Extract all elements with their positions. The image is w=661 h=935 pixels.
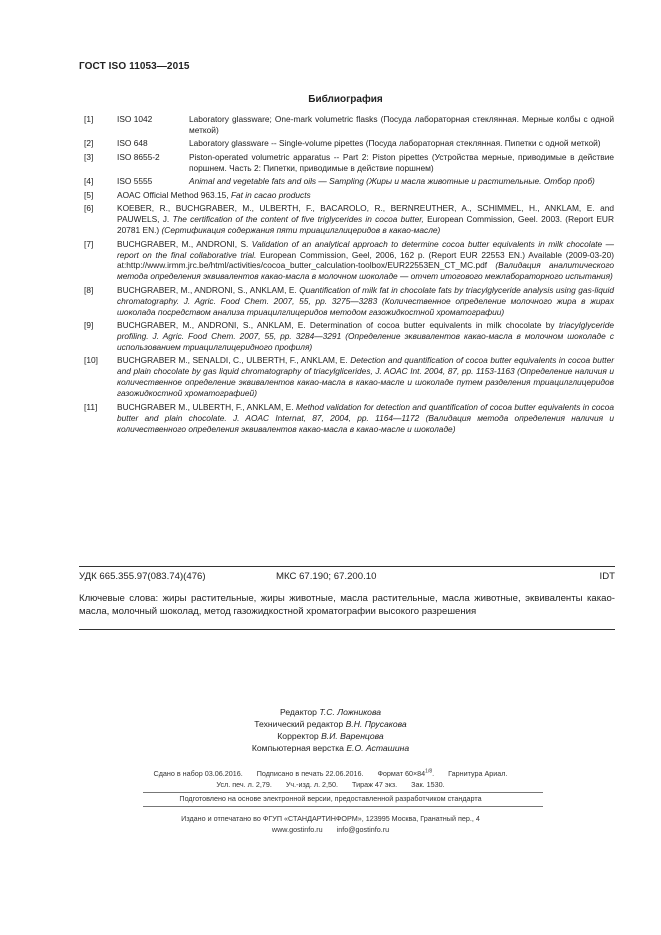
entry-standard: ISO 5555 — [117, 176, 153, 187]
entry-number: [1] — [84, 114, 94, 124]
udk-code: УДК 665.355.97(083.74)(476) — [79, 571, 206, 582]
bottom-rule — [79, 629, 615, 630]
entry-text: KOEBER, R., BUCHGRABER, M., ULBERTH, F., BACAROLO, R., BERNREUTHER, A., SCHIMMEL, H., ANKLAM, E. and PAUWELS, J. The certification of the content of five triglycerides in cocoa butter, European Commission, Geel. 2003. (Report EUR 20781 EN.) (Сертификация содержания пяти триацилглицеридов в какао-масле) — [117, 203, 614, 236]
email-link[interactable]: info@gostinfo.ru — [336, 825, 390, 834]
entry-text: Piston-operated volumetric apparatus -- Part 2: Piston pipettes (Устройства мерные, приводимые в действие поршнем. Часть 2: Пипетки, приводимые в действие поршнем) — [189, 151, 614, 173]
bibliography-entry — [84, 320, 614, 353]
entry-number: [7] — [84, 238, 94, 249]
entry-text: BUCHGRABER M., SENALDI, C., ULBERTH, F., ANKLAM, E. Detection and quantification of cocoa butter equivalents in cocoa butter and plain chocolate by gas liquid chromatography of triacylglicerides, J. AOAC Int. 2004, 87, pp. 1153-1163 (Определение наличия и количественное определение эквивалентов какао-масла в какао-масле и шоколаде путем разделения триацилглицеридов газожидкостной хроматографией) — [117, 355, 614, 399]
entry-number: [9] — [84, 320, 94, 331]
mks-code: МКС 67.190; 67.200.10 — [276, 571, 377, 582]
entry-text: BUCHGRABER, M., ANDRONI, S. Validation of an analytical approach to determine cocoa butter equivalents in milk chocolate — report on the final collaborative trial. European Commission, Geel, 2006, 162 p. (Report EUR 22553 EN.) Available (2009-03-20) at:http://www.irmm.jrc.be/html/activities/cocoa_butter_calculation-toolbox/EUR22553EN_CT_MC.pdf (Валидация аналитического метода определения эквивалентов какао-масла в молочном шоколаде — отчет итогового межлабораторного испытания) — [117, 238, 614, 282]
entry-number: [6] — [84, 203, 94, 214]
entry-standard: ISO 8655-2 — [117, 151, 160, 162]
entry-text: Animal and vegetable fats and oils — Sampling (Жиры и масла животные и растительные. Отбор проб) — [189, 176, 595, 187]
bibliography-list — [84, 114, 614, 437]
website-link[interactable]: www.gostinfo.ru — [271, 825, 323, 834]
bibliography-entry — [84, 402, 614, 435]
idt-label: IDT — [599, 571, 615, 582]
entry-number: [5] — [84, 189, 94, 200]
entry-text: Laboratory glassware -- Single-volume pipettes (Посуда лабораторная стеклянная. Пипетки с одной меткой) — [189, 138, 601, 149]
staff-corrector: Корректор В.И. Варенцова — [277, 731, 384, 741]
entry-number: [3] — [84, 151, 94, 162]
prepared-note: Подготовлено на основе электронной версии, предоставленной разработчиком стандарта — [179, 794, 482, 803]
bibliography-entry — [84, 152, 614, 174]
top-rule — [79, 566, 615, 567]
publisher-info: Издано и отпечатано во ФГУП «СТАНДАРТИНФОРМ», 123995 Москва, Гранатный пер., 4 — [181, 814, 480, 823]
bibliography-entry — [84, 190, 614, 201]
bibliography-entry — [84, 114, 614, 136]
entry-text: BUCHGRABER, M., ANDRONI, S., ANKLAM, E. Quantification of milk fat in chocolate fats by triacylglyceride analysis using gas-liquid chromatography. J. Agric. Food Chem. 2007, 55, pp. 3275—3283 (Количественное определение молочного жира в жирах шоколада посредством анализа триацилглицеридов методом газожидкостной хроматографии) — [117, 284, 615, 317]
entry-text: AOAC Official Method 963.15, Fat in cacao products — [117, 189, 311, 200]
print-info-line2: Усл. печ. л. 2,79. Уч.-изд. л. 2,50. Тираж 47 экз. Зак. 1530. — [216, 780, 445, 789]
bibliography-entry — [84, 355, 614, 399]
bibliography-entry — [84, 138, 614, 149]
bibliography-title: Библиография — [308, 94, 383, 105]
bibliography-entry — [84, 285, 614, 318]
staff-layout: Компьютерная верстка Е.О. Асташина — [251, 743, 410, 753]
staff-editor: Редактор Т.С. Ложникова — [279, 707, 382, 717]
entry-text: Laboratory glassware; One-mark volumetric flasks (Посуда лабораторная стеклянная. Мерные колбы с одной меткой) — [189, 114, 614, 135]
entry-standard: ISO 648 — [117, 138, 148, 149]
entry-number: [8] — [84, 284, 94, 295]
bibliography-entry — [84, 176, 614, 187]
standard-header: ГОСТ ISO 11053—2015 — [79, 61, 190, 72]
print-info-line1: Сдано в набор 03.06.2016. Подписано в печать 22.06.2016. Формат $60\times 84^{1/8}$. Гарнитура Ариал. — [153, 769, 508, 779]
bibliography-entry — [84, 203, 614, 236]
keywords: Ключевые слова: жиры растительные, жиры животные, масла растительные, масла животные, эквиваленты какао-масла, молочный шоколад, метод газожидкостной хроматографии высокого разрешения — [79, 593, 615, 617]
print-info-rule — [143, 792, 543, 793]
staff-tech-editor: Технический редактор В.Н. Прусакова — [254, 719, 407, 729]
entry-number: [2] — [84, 138, 94, 149]
entry-standard: ISO 1042 — [117, 114, 153, 124]
prepared-rule — [143, 806, 543, 807]
entry-text: BUCHGRABER, M., ANDRONI, S., ANKLAM, E. Determination of cocoa butter equivalents in milk chocolate by triacylglyceride profiling. J. Agric. Food Chem. 2007, 55, pp. 3284—3291 (Определение эквивалентов какао-масла в молочном шоколаде с использованием триацилглицеридного профиля) — [117, 320, 614, 352]
entry-number: [10] — [84, 355, 98, 366]
entry-number: [4] — [84, 176, 94, 187]
entry-number: [11] — [84, 401, 98, 412]
publisher-contacts — [0, 825, 661, 834]
entry-text: BUCHGRABER M., ULBERTH, F., ANKLAM, E. Method validation for detection and quantification of cocoa butter equivalents in cocoa butter and plain chocolate. J. AOAC Internat, 87, 2004, pp. 1164—1172 (Валидация метода определения наличия и количественного определения эквивалентов какао-масла в какао-масле и шоколаде) — [117, 401, 614, 434]
bibliography-entry — [84, 239, 614, 283]
